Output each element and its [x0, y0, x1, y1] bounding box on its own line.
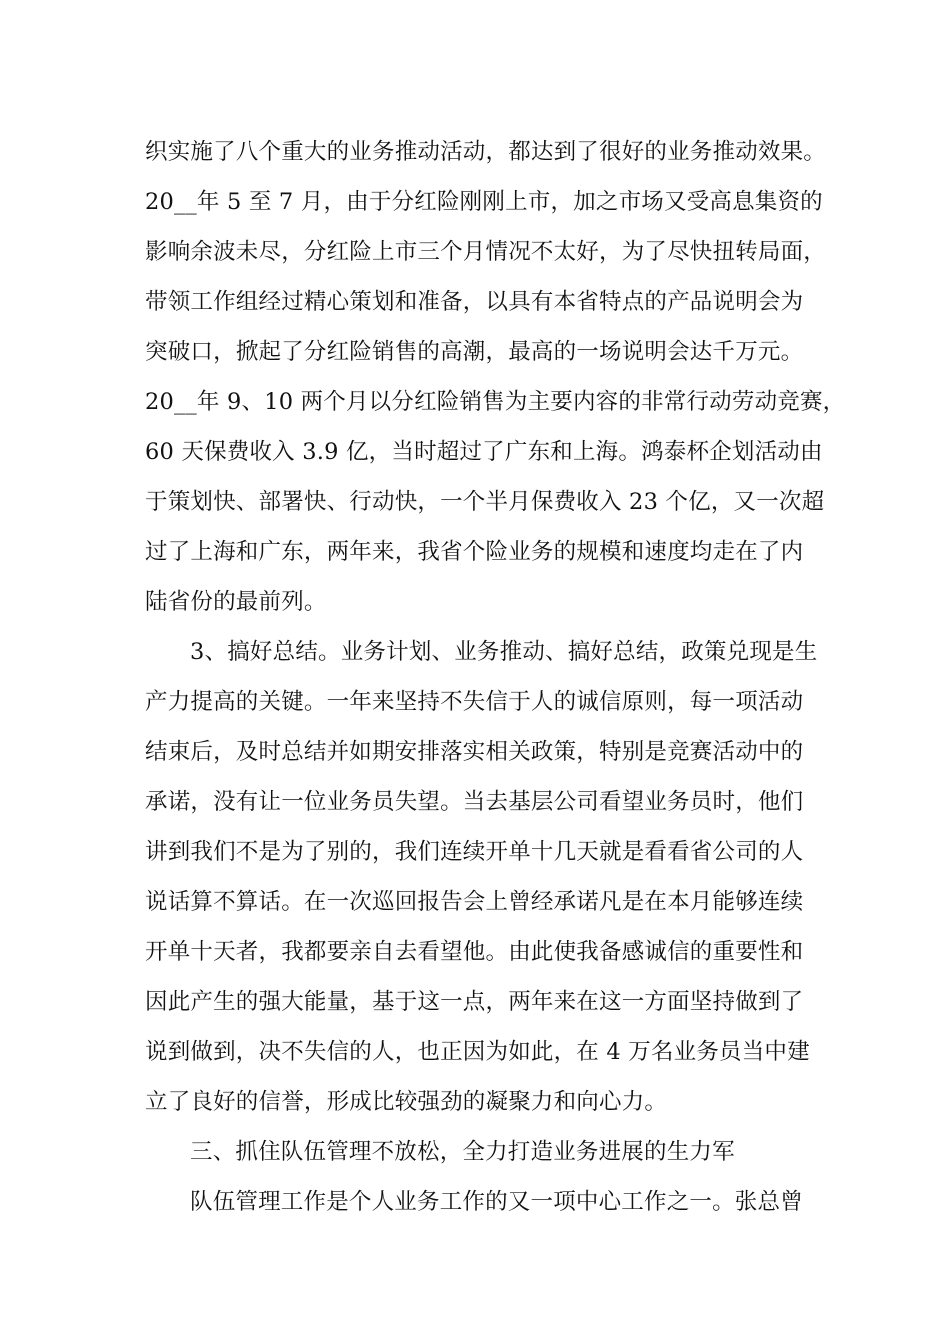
text-line: 讲到我们不是为了别的，我们连续开单十几天就是看看省公司的人: [145, 839, 804, 865]
paragraph-start-line: 队伍管理工作是个人业务工作的又一项中心工作之一。张总曾: [190, 1189, 803, 1215]
text-line: 过了上海和广东，两年来，我省个险业务的规模和速度均走在了内: [145, 539, 804, 565]
text-line: 说到做到，决不失信的人，也正因为如此，在 4 万名业务员当中建: [145, 1039, 810, 1065]
text-line: 立了良好的信誉，形成比较强劲的凝聚力和向心力。: [145, 1089, 668, 1115]
text-line: 影响余波未尽，分红险上市三个月情况不太好，为了尽快扭转局面，: [145, 239, 827, 265]
paragraph-start-line: 3、搞好总结。业务计划、业务推动、搞好总结，政策兑现是生: [190, 639, 818, 665]
text-line: 于策划快、部署快、行动快，一个半月保费收入 23 个亿，又一次超: [145, 489, 825, 515]
text-line: 陆省份的最前列。: [145, 589, 327, 615]
text-line: 带领工作组经过精心策划和准备，以具有本省特点的产品说明会为: [145, 289, 804, 315]
text-line: 产力提高的关键。一年来坚持不失信于人的诚信原则，每一项活动: [145, 689, 804, 715]
text-line: 开单十天者，我都要亲自去看望他。由此使我备感诚信的重要性和: [145, 939, 804, 965]
text-line: 20__年 9、10 两个月以分红险销售为主要内容的非常行动劳动竞赛，: [145, 389, 846, 415]
text-line: 突破口，掀起了分红险销售的高潮，最高的一场说明会达千万元。: [145, 339, 804, 365]
text-line: 织实施了八个重大的业务推动活动，都达到了很好的业务推动效果。: [145, 139, 827, 165]
text-line: 说话算不算话。在一次巡回报告会上曾经承诺凡是在本月能够连续: [145, 889, 804, 915]
section-heading: 三、抓住队伍管理不放松，全力打造业务进展的生力军: [190, 1139, 735, 1165]
text-line: 20__年 5 至 7 月，由于分红险刚刚上市，加之市场又受高息集资的: [145, 189, 823, 215]
text-line: 结束后，及时总结并如期安排落实相关政策，特别是竞赛活动中的: [145, 739, 804, 765]
text-line: 60 天保费收入 3.9 亿，当时超过了广东和上海。鸿泰杯企划活动由: [145, 439, 823, 465]
text-line: 承诺，没有让一位业务员失望。当去基层公司看望业务员时，他们: [145, 789, 804, 815]
text-line: 因此产生的强大能量，基于这一点，两年来在这一方面坚持做到了: [145, 989, 804, 1015]
